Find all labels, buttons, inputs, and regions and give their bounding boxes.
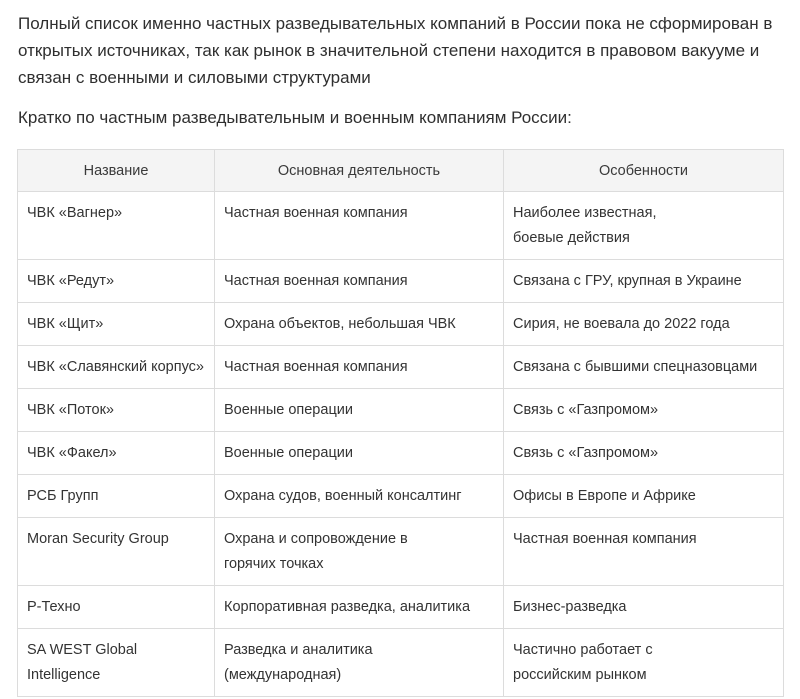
- header-name: Название: [18, 150, 215, 192]
- company-name-cell: Р-Техно: [18, 586, 215, 629]
- features-cell: Частная военная компания: [504, 518, 784, 586]
- intro-paragraph: Полный список именно частных разведывательных компаний в России пока не сформирован в открытых источниках, так как рынок в значительной степени находится в правовом вакууме и связан с военными и силовыми структурами: [18, 14, 773, 87]
- features-cell: Сирия, не воевала до 2022 года: [504, 303, 784, 346]
- company-name-cell: ЧВК «Поток»: [18, 389, 215, 432]
- company-name-cell: SA WEST Global Intelligence: [18, 629, 215, 697]
- activity-cell: Частная военная компания: [215, 192, 504, 260]
- company-name-cell: ЧВК «Вагнер»: [18, 192, 215, 260]
- table-row: [18, 389, 784, 432]
- table-row: [18, 586, 784, 629]
- table-header-row: [18, 150, 784, 192]
- features-cell: Связана с бывшими спецназовцами: [504, 346, 784, 389]
- activity-cell: Корпоративная разведка, аналитика: [215, 586, 504, 629]
- table-row: [18, 518, 784, 586]
- features-cell: Связь с «Газпромом»: [504, 389, 784, 432]
- features-cell: Бизнес-разведка: [504, 586, 784, 629]
- activity-cell: Охрана и сопровождение в горячих точках: [215, 518, 504, 586]
- company-name-cell: ЧВК «Щит»: [18, 303, 215, 346]
- table-row: [18, 192, 784, 260]
- activity-cell: Охрана судов, военный консалтинг: [215, 475, 504, 518]
- companies-table: [17, 149, 784, 697]
- header-features: Особенности: [504, 150, 784, 192]
- table-lead-text: Кратко по частным разведывательным и военным компаниям России:: [18, 108, 572, 127]
- features-cell: Связь с «Газпромом»: [504, 432, 784, 475]
- features-cell: Частично работает с российским рынком: [504, 629, 784, 697]
- company-name-cell: ЧВК «Факел»: [18, 432, 215, 475]
- table-row: [18, 475, 784, 518]
- company-name-cell: Moran Security Group: [18, 518, 215, 586]
- table-row: [18, 346, 784, 389]
- activity-cell: Охрана объектов, небольшая ЧВК: [215, 303, 504, 346]
- table-row: [18, 432, 784, 475]
- activity-cell: Частная военная компания: [215, 346, 504, 389]
- table-row: [18, 260, 784, 303]
- activity-cell: Частная военная компания: [215, 260, 504, 303]
- activity-cell: Военные операции: [215, 389, 504, 432]
- features-cell: Связана с ГРУ, крупная в Украине: [504, 260, 784, 303]
- table-row: [18, 629, 784, 697]
- features-cell: Офисы в Европе и Африке: [504, 475, 784, 518]
- activity-cell: Военные операции: [215, 432, 504, 475]
- activity-cell: Разведка и аналитика (международная): [215, 629, 504, 697]
- company-name-cell: ЧВК «Славянский корпус»: [18, 346, 215, 389]
- table-row: [18, 303, 784, 346]
- header-activity: Основная деятельность: [215, 150, 504, 192]
- company-name-cell: ЧВК «Редут»: [18, 260, 215, 303]
- company-name-cell: РСБ Групп: [18, 475, 215, 518]
- features-cell: Наиболее известная, боевые действия: [504, 192, 784, 260]
